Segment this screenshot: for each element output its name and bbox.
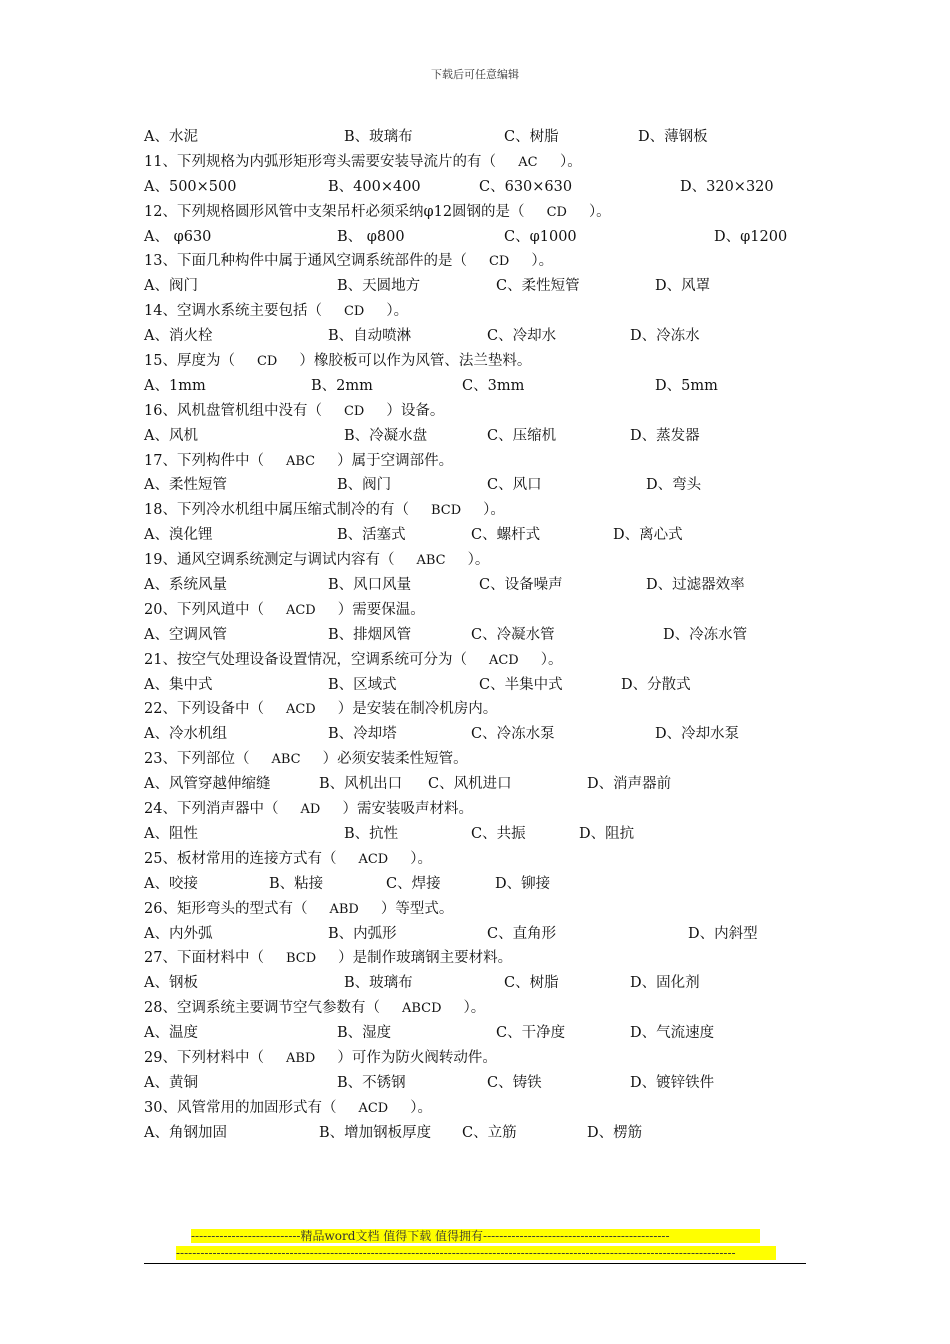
question-stem: 21、按空气处理设备设置情况，空调系统可分为（ bbox=[144, 651, 467, 668]
option-a: A、500×500 bbox=[144, 178, 237, 195]
option-b: B、自动喷淋 bbox=[328, 328, 412, 345]
question-line bbox=[144, 747, 824, 772]
question-suffix: ）。 bbox=[463, 1000, 486, 1017]
option-d: D、内斜型 bbox=[688, 925, 758, 942]
footer-rule bbox=[144, 1263, 806, 1264]
option-d: D、320×320 bbox=[680, 178, 774, 195]
question-line bbox=[144, 797, 824, 822]
question-line bbox=[144, 449, 824, 474]
question-line bbox=[144, 150, 824, 175]
question-line bbox=[144, 946, 824, 971]
answer-key: ABCD bbox=[401, 1001, 442, 1017]
question-text bbox=[144, 249, 824, 275]
question-suffix: ）必须安装柔性短管。 bbox=[322, 751, 468, 768]
option-a: A、风管穿越伸缩缝 bbox=[144, 776, 271, 793]
question-stem: 12、下列规格圆形风管中支架吊杆必须采纳φ12圆钢的是（ bbox=[144, 203, 525, 220]
question-suffix: ）等型式。 bbox=[380, 900, 454, 917]
option-c: C、螺杆式 bbox=[471, 527, 541, 544]
option-b: B、400×400 bbox=[328, 178, 421, 195]
question-text bbox=[144, 747, 824, 773]
option-a: A、内外弧 bbox=[144, 925, 213, 942]
question-stem: 18、下列冷水机组中属压缩式制冷的有（ bbox=[144, 502, 409, 519]
question-stem: 17、下列构件中（ bbox=[144, 452, 264, 469]
option-c: C、立筋 bbox=[462, 1124, 517, 1141]
option-b: B、增加钢板厚度 bbox=[319, 1124, 432, 1141]
options-line bbox=[144, 424, 824, 449]
answer-key: CD bbox=[256, 354, 278, 370]
question-text bbox=[144, 598, 824, 624]
option-d: D、固化剂 bbox=[630, 975, 700, 992]
question-text bbox=[144, 349, 824, 375]
question-text bbox=[144, 548, 824, 574]
option-c: C、φ1000 bbox=[504, 228, 577, 245]
option-c: C、设备噪声 bbox=[479, 577, 563, 594]
answer-key: BCD bbox=[285, 951, 317, 967]
option-d: D、分散式 bbox=[621, 676, 691, 693]
option-d: D、过滤器效率 bbox=[646, 577, 745, 594]
option-c: C、半集中式 bbox=[479, 676, 563, 693]
options-line bbox=[144, 872, 824, 897]
question-stem: 20、下列风道中（ bbox=[144, 601, 264, 618]
option-a: A、风机 bbox=[144, 427, 198, 444]
option-d: D、铆接 bbox=[495, 875, 551, 892]
footer-banner: ---------------------------精品word文档 值得下载 值得拥有---------------------------------------------- bbox=[191, 1229, 760, 1243]
answer-key: ACD bbox=[488, 652, 519, 668]
option-b: B、湿度 bbox=[337, 1025, 392, 1042]
option-d: D、冷冻水 bbox=[630, 328, 700, 345]
options-line bbox=[144, 822, 824, 847]
option-d: D、离心式 bbox=[613, 527, 683, 544]
options-line bbox=[144, 722, 824, 747]
options-line bbox=[144, 573, 824, 598]
question-text bbox=[144, 299, 824, 325]
option-d: D、楞筋 bbox=[587, 1124, 643, 1141]
question-text bbox=[144, 449, 824, 475]
question-stem: 26、矩形弯头的型式有（ bbox=[144, 900, 308, 917]
question-stem: 24、下列消声器中（ bbox=[144, 801, 279, 818]
question-text bbox=[144, 996, 824, 1022]
options-line bbox=[144, 772, 824, 797]
question-suffix: ）。 bbox=[410, 1099, 432, 1116]
option-c: C、冷凝水管 bbox=[471, 626, 555, 643]
question-suffix: ）。 bbox=[483, 502, 505, 519]
options-line bbox=[144, 374, 824, 399]
question-suffix: ）需要保温。 bbox=[337, 601, 425, 618]
option-c: C、直角形 bbox=[487, 925, 557, 942]
question-suffix: ）属于空调部件。 bbox=[337, 452, 454, 469]
question-stem: 27、下面材料中（ bbox=[144, 950, 264, 967]
option-d: D、蒸发器 bbox=[630, 427, 700, 444]
footer-banner-dashes: ------------------------------------------------------------------------------------------------------------------------------------------ bbox=[176, 1246, 776, 1260]
question-stem: 30、风管常用的加固形式有（ bbox=[144, 1099, 337, 1116]
option-d: D、气流速度 bbox=[630, 1025, 715, 1042]
question-suffix: ）橡胶板可以作为风管、法兰垫料。 bbox=[299, 353, 532, 370]
question-text bbox=[144, 498, 824, 524]
option-a: A、黄铜 bbox=[144, 1074, 198, 1091]
option-d: D、冷却水泵 bbox=[655, 726, 740, 743]
question-line bbox=[144, 299, 824, 324]
option-a: A、系统风量 bbox=[144, 577, 227, 594]
question-stem: 15、厚度为（ bbox=[144, 353, 235, 370]
question-stem: 19、通风空调系统测定与调试内容有（ bbox=[144, 552, 395, 569]
question-suffix: ）设备。 bbox=[386, 402, 445, 419]
option-a: A、消火栓 bbox=[144, 328, 213, 345]
question-line bbox=[144, 548, 824, 573]
question-stem: 28、空调系统主要调节空气参数有（ bbox=[144, 1000, 380, 1017]
options-line bbox=[144, 1121, 824, 1146]
answer-key: ACD bbox=[285, 702, 316, 718]
options-line bbox=[144, 922, 824, 947]
option-b: B、抗性 bbox=[344, 825, 399, 842]
options-line bbox=[144, 971, 824, 996]
options-line bbox=[144, 125, 824, 150]
option-a: A、冷水机组 bbox=[144, 726, 227, 743]
option-a: A、咬接 bbox=[144, 875, 198, 892]
option-c: C、干净度 bbox=[496, 1025, 566, 1042]
question-suffix: ）。 bbox=[540, 651, 563, 668]
option-c: C、共振 bbox=[471, 825, 526, 842]
question-suffix: ）可作为防火阀转动件。 bbox=[337, 1049, 497, 1066]
question-suffix: ）。 bbox=[559, 153, 582, 170]
options-line bbox=[144, 175, 824, 200]
answer-key: CD bbox=[343, 304, 365, 320]
answer-key: AD bbox=[300, 802, 321, 818]
option-d: D、弯头 bbox=[646, 477, 702, 494]
options-line bbox=[144, 1021, 824, 1046]
option-a: A、 φ630 bbox=[144, 228, 212, 245]
question-text bbox=[144, 150, 824, 176]
question-text bbox=[144, 399, 824, 425]
question-stem: 13、下面几种构件中属于通风空调系统部件的是（ bbox=[144, 253, 467, 270]
option-c: C、树脂 bbox=[504, 129, 559, 145]
question-line bbox=[144, 598, 824, 623]
option-b: B、冷却塔 bbox=[328, 726, 397, 743]
option-a: A、柔性短管 bbox=[144, 477, 227, 494]
option-a: A、钢板 bbox=[144, 975, 198, 992]
option-b: B、内弧形 bbox=[328, 925, 397, 942]
answer-key: ABC bbox=[271, 752, 301, 768]
option-d: D、消声器前 bbox=[587, 776, 672, 793]
question-suffix: ）。 bbox=[410, 850, 432, 867]
question-stem: 25、板材常用的连接方式有（ bbox=[144, 850, 337, 867]
option-b: B、 φ800 bbox=[337, 228, 405, 245]
option-a: A、空调风管 bbox=[144, 626, 227, 643]
question-suffix: ）。 bbox=[386, 303, 409, 320]
option-c: C、风机进口 bbox=[428, 776, 512, 793]
question-text bbox=[144, 648, 824, 674]
option-c: C、树脂 bbox=[504, 975, 559, 992]
option-a: A、阻性 bbox=[144, 825, 198, 842]
answer-key: ABD bbox=[329, 901, 359, 917]
answer-key: CD bbox=[488, 254, 510, 270]
options-line bbox=[144, 274, 824, 299]
question-line bbox=[144, 897, 824, 922]
question-line bbox=[144, 648, 824, 673]
option-d: D、薄钢板 bbox=[638, 129, 708, 145]
question-line bbox=[144, 847, 824, 872]
option-c: C、冷却水 bbox=[487, 328, 557, 345]
answer-key: ABC bbox=[285, 453, 316, 469]
answer-key: CD bbox=[546, 204, 567, 220]
option-b: B、2mm bbox=[311, 377, 373, 394]
question-stem: 11、下列规格为内弧形矩形弯头需要安装导流片的有（ bbox=[144, 153, 496, 170]
option-a: A、温度 bbox=[144, 1025, 198, 1042]
option-a: A、阀门 bbox=[144, 278, 198, 295]
option-c: C、焊接 bbox=[386, 875, 441, 892]
question-stem: 22、下列设备中（ bbox=[144, 701, 264, 718]
option-b: B、天圆地方 bbox=[337, 278, 421, 295]
option-c: C、3mm bbox=[462, 377, 525, 394]
question-list bbox=[144, 125, 824, 1146]
option-d: D、冷冻水管 bbox=[663, 626, 748, 643]
option-d: D、φ1200 bbox=[714, 228, 788, 245]
question-line bbox=[144, 498, 824, 523]
answer-key: AC bbox=[518, 154, 538, 170]
option-a: A、角钢加固 bbox=[144, 1124, 227, 1141]
question-text bbox=[144, 847, 824, 873]
option-b: B、排烟风管 bbox=[328, 626, 412, 643]
options-line bbox=[144, 324, 824, 349]
answer-key: ABC bbox=[416, 553, 446, 569]
option-a: A、1mm bbox=[144, 377, 206, 394]
option-a: A、水泥 bbox=[144, 129, 198, 145]
option-b: B、阀门 bbox=[337, 477, 392, 494]
question-line bbox=[144, 349, 824, 374]
option-d: D、5mm bbox=[655, 377, 718, 394]
question-suffix: ）是制作玻璃钢主要材料。 bbox=[338, 950, 513, 967]
question-text bbox=[144, 200, 824, 226]
answer-key: ACD bbox=[285, 602, 316, 618]
option-b: B、风机出口 bbox=[319, 776, 403, 793]
option-c: C、压缩机 bbox=[487, 427, 557, 444]
option-b: B、风口风量 bbox=[328, 577, 412, 594]
option-c: C、冷冻水泵 bbox=[471, 726, 555, 743]
question-suffix: ）。 bbox=[531, 253, 554, 270]
options-line bbox=[144, 623, 824, 648]
options-line bbox=[144, 225, 824, 250]
option-d: D、镀锌铁件 bbox=[630, 1074, 715, 1091]
option-a: A、溴化锂 bbox=[144, 527, 213, 544]
question-line bbox=[144, 996, 824, 1021]
question-stem: 16、风机盘管机组中没有（ bbox=[144, 402, 322, 419]
option-b: B、粘接 bbox=[269, 875, 324, 892]
question-line bbox=[144, 249, 824, 274]
question-text bbox=[144, 697, 824, 723]
options-line bbox=[144, 473, 824, 498]
question-line bbox=[144, 399, 824, 424]
question-suffix: ）需安装吸声材料。 bbox=[342, 801, 473, 818]
question-stem: 14、空调水系统主要包括（ bbox=[144, 303, 322, 320]
answer-key: BCD bbox=[430, 503, 462, 519]
answer-key: ACD bbox=[358, 851, 389, 867]
option-c: C、风口 bbox=[487, 477, 542, 494]
question-stem: 29、下列材料中（ bbox=[144, 1049, 264, 1066]
question-text bbox=[144, 1096, 824, 1122]
option-d: D、风罩 bbox=[655, 278, 711, 295]
answer-key: CD bbox=[343, 403, 365, 419]
option-c: C、630×630 bbox=[479, 178, 573, 195]
answer-key: ABD bbox=[285, 1050, 316, 1066]
question-stem: 23、下列部位（ bbox=[144, 751, 250, 768]
answer-key: ACD bbox=[358, 1100, 389, 1116]
question-line bbox=[144, 1096, 824, 1121]
page-header: 下载后可任意编辑 bbox=[431, 68, 519, 81]
option-b: B、冷凝水盘 bbox=[344, 427, 428, 444]
option-b: B、玻璃布 bbox=[344, 129, 413, 145]
question-text bbox=[144, 897, 824, 923]
question-suffix: ）是安装在制冷机房内。 bbox=[337, 701, 498, 718]
option-c: C、柔性短管 bbox=[496, 278, 580, 295]
question-suffix: ）。 bbox=[588, 203, 611, 220]
question-suffix: ）。 bbox=[467, 552, 490, 569]
option-b: B、不锈钢 bbox=[337, 1074, 406, 1091]
question-line bbox=[144, 697, 824, 722]
question-text bbox=[144, 946, 824, 972]
option-a: A、集中式 bbox=[144, 676, 213, 693]
option-b: B、区域式 bbox=[328, 676, 397, 693]
question-text bbox=[144, 797, 824, 823]
options-line bbox=[144, 523, 824, 548]
options-line bbox=[144, 673, 824, 698]
option-c: C、铸铁 bbox=[487, 1074, 542, 1091]
option-b: B、活塞式 bbox=[337, 527, 406, 544]
question-text bbox=[144, 1046, 824, 1072]
option-d: D、阻抗 bbox=[579, 825, 635, 842]
options-line bbox=[144, 1071, 824, 1096]
question-line bbox=[144, 200, 824, 225]
question-line bbox=[144, 1046, 824, 1071]
option-b: B、玻璃布 bbox=[344, 975, 413, 992]
